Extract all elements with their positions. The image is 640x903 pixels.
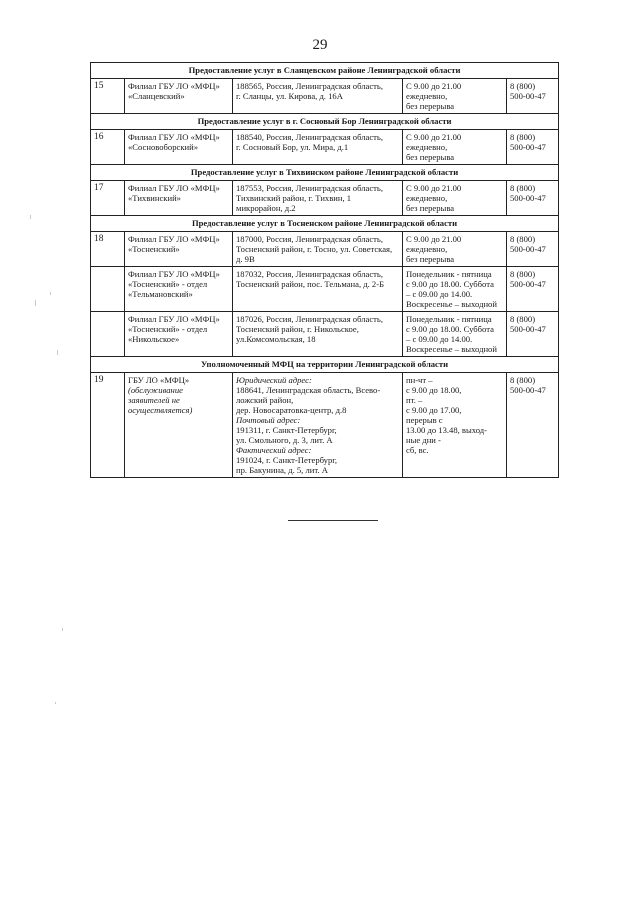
cell-line: 500-00-47 (510, 244, 546, 254)
cell-line: Филиал ГБУ ЛО «МФЦ» (128, 81, 220, 91)
address-cell (233, 267, 403, 312)
cell-line: пр. Бакунина, д. 5, лит. А (236, 465, 328, 475)
cell-line: без перерыва (406, 254, 455, 264)
phone-cell (507, 373, 559, 478)
table-row (91, 232, 559, 267)
cell-line: ГБУ ЛО «МФЦ» (128, 375, 190, 385)
cell-line: 188641, Ленинградская область, Всево- (236, 385, 381, 395)
phone-cell (507, 181, 559, 216)
cell-line: «Тихвинский» (128, 193, 181, 203)
branch-name-cell (125, 267, 233, 312)
cell-line: д. 9В (236, 254, 255, 264)
cell-line: 8 (800) (510, 132, 536, 142)
cell-line: 13.00 до 13.48, выход- (406, 425, 488, 435)
cell-line: 8 (800) (510, 183, 536, 193)
branch-name-cell (125, 232, 233, 267)
cell-line: 187000, Россия, Ленинградская область, (236, 234, 383, 244)
table-row (91, 312, 559, 357)
phone-cell (507, 267, 559, 312)
address-cell (233, 373, 403, 478)
branch-name-cell (125, 373, 233, 478)
row-number (91, 267, 125, 312)
cell-line: Понедельник - пятница (406, 269, 492, 279)
section-heading: Предоставление услуг в г. Сосновый Бор Ленинградской области (91, 114, 559, 130)
cell-line: Филиал ГБУ ЛО «МФЦ» (128, 234, 220, 244)
cell-line: Филиал ГБУ ЛО «МФЦ» (128, 269, 220, 279)
section-heading-row (91, 114, 559, 130)
cell-line: ежедневно, (406, 244, 448, 254)
section-heading: Уполномоченный МФЦ на территории Ленинградской области (91, 357, 559, 373)
section-heading: Предоставление услуг в Тосненском районе Ленинградской области (91, 216, 559, 232)
page-number: 29 (312, 37, 328, 53)
cell-line: ежедневно, (406, 193, 448, 203)
cell-line: ежедневно, (406, 142, 448, 152)
working-hours-cell (403, 232, 507, 267)
section-heading-row (91, 216, 559, 232)
closing-rule (288, 520, 378, 521)
cell-line: заявителей не (128, 395, 180, 405)
cell-line: 191311, г. Санкт-Петербург, (236, 425, 337, 435)
table-row (91, 373, 559, 478)
cell-line: 188540, Россия, Ленинградская область, (236, 132, 383, 142)
working-hours-cell (403, 267, 507, 312)
cell-line: С 9.00 до 21.00 (406, 132, 462, 142)
cell-line: дер. Новосаратовка-центр, д.8 (236, 405, 347, 415)
cell-line: «Тосненский» (128, 244, 180, 254)
working-hours-cell (403, 79, 507, 114)
cell-line: сб, вс. (406, 445, 429, 455)
cell-line: ул.Комсомольская, 18 (236, 334, 316, 344)
cell-line: «Тосненский» - отдел (128, 324, 208, 334)
cell-line: 188565, Россия, Ленинградская область, (236, 81, 383, 91)
cell-line: – с 09.00 до 14.00. (406, 334, 473, 344)
cell-line: – с 09.00 до 14.00. (406, 289, 473, 299)
working-hours-cell (403, 130, 507, 165)
cell-line: 187026, Россия, Ленинградская область, (236, 314, 383, 324)
cell-line: 187032, Россия, Ленинградская область, (236, 269, 383, 279)
working-hours-cell (403, 181, 507, 216)
cell-line: С 9.00 до 21.00 (406, 81, 462, 91)
address-type-label: Юридический адрес: (236, 375, 312, 385)
cell-line: 8 (800) (510, 81, 536, 91)
cell-line: пт. – (406, 395, 423, 405)
cell-line: «Никольское» (128, 334, 180, 344)
branch-name-cell (125, 130, 233, 165)
cell-line: без перерыва (406, 152, 455, 162)
address-cell (233, 130, 403, 165)
branch-name-cell (125, 312, 233, 357)
cell-line: Филиал ГБУ ЛО «МФЦ» (128, 132, 220, 142)
cell-line: 8 (800) (510, 375, 536, 385)
cell-line: с 9.00 до 18.00. Суббота (406, 279, 494, 289)
cell-line: без перерыва (406, 101, 455, 111)
phone-cell (507, 130, 559, 165)
cell-line: Тосненский район, г. Никольское, (236, 324, 359, 334)
cell-line: 500-00-47 (510, 193, 546, 203)
cell-line: 500-00-47 (510, 142, 546, 152)
cell-line: ложский район, (236, 395, 294, 405)
cell-line: 8 (800) (510, 314, 536, 324)
table-row (91, 79, 559, 114)
cell-line: (обслуживание (128, 385, 183, 395)
cell-line: с 9.00 до 18.00. Суббота (406, 324, 494, 334)
cell-line: Тосненский район, пос. Тельмана, д. 2-Б (236, 279, 385, 289)
branch-name-cell (125, 79, 233, 114)
cell-line: 500-00-47 (510, 385, 546, 395)
cell-line: Понедельник - пятница (406, 314, 492, 324)
address-cell (233, 232, 403, 267)
section-heading-row (91, 357, 559, 373)
cell-line: перерыв с (406, 415, 443, 425)
cell-line: пн-чт – (406, 375, 433, 385)
cell-line: С 9.00 до 21.00 (406, 183, 462, 193)
address-type-label: Фактический адрес: (236, 445, 312, 455)
cell-line: г. Сосновый Бор, ул. Мира, д.1 (236, 142, 349, 152)
row-number: 15 (91, 79, 125, 114)
address-cell (233, 312, 403, 357)
cell-line: с 9.00 до 18.00, (406, 385, 462, 395)
cell-line: 187553, Россия, Ленинградская область, (236, 183, 383, 193)
section-heading: Предоставление услуг в Сланцевском районе Ленинградской области (91, 63, 559, 79)
cell-line: Филиал ГБУ ЛО «МФЦ» (128, 314, 220, 324)
phone-cell (507, 232, 559, 267)
cell-line: Филиал ГБУ ЛО «МФЦ» (128, 183, 220, 193)
cell-line: с 9.00 до 17.00, (406, 405, 462, 415)
address-type-label: Почтовый адрес: (236, 415, 301, 425)
cell-line: 8 (800) (510, 269, 536, 279)
cell-line: «Сосновоборский» (128, 142, 198, 152)
mfc-branches-table (90, 62, 559, 478)
row-number (91, 312, 125, 357)
cell-line: 500-00-47 (510, 91, 546, 101)
cell-line: ежедневно, (406, 91, 448, 101)
row-number: 17 (91, 181, 125, 216)
phone-cell (507, 79, 559, 114)
cell-line: «Сланцевский» (128, 91, 185, 101)
row-number: 16 (91, 130, 125, 165)
cell-line: ные дни - (406, 435, 441, 445)
cell-line: 8 (800) (510, 234, 536, 244)
row-number: 19 (91, 373, 125, 478)
address-cell (233, 79, 403, 114)
cell-line: без перерыва (406, 203, 455, 213)
phone-cell (507, 312, 559, 357)
cell-line: Воскресенье – выходной (406, 299, 497, 309)
cell-line: Тихвинский район, г. Тихвин, 1 (236, 193, 352, 203)
section-heading: Предоставление услуг в Тихвинском районе Ленинградской области (91, 165, 559, 181)
cell-line: ул. Смольного, д. 3, лит. А (236, 435, 333, 445)
cell-line: Тосненский район, г. Тосно, ул. Советская, (236, 244, 393, 254)
row-number: 18 (91, 232, 125, 267)
table-row (91, 130, 559, 165)
branch-name-cell (125, 181, 233, 216)
working-hours-cell (403, 373, 507, 478)
table-row (91, 181, 559, 216)
cell-line: 500-00-47 (510, 324, 546, 334)
section-heading-row (91, 63, 559, 79)
cell-line: С 9.00 до 21.00 (406, 234, 462, 244)
working-hours-cell (403, 312, 507, 357)
cell-line: г. Сланцы, ул. Кирова, д. 16А (236, 91, 343, 101)
cell-line: «Тельмановский» (128, 289, 193, 299)
cell-line: Воскресенье – выходной (406, 344, 497, 354)
section-heading-row (91, 165, 559, 181)
cell-line: 191024, г. Санкт-Петербург, (236, 455, 337, 465)
cell-line: «Тосненский» - отдел (128, 279, 208, 289)
cell-line: осуществляется) (128, 405, 193, 415)
table-row (91, 267, 559, 312)
cell-line: микрорайон, д.2 (236, 203, 296, 213)
cell-line: 500-00-47 (510, 279, 546, 289)
address-cell (233, 181, 403, 216)
